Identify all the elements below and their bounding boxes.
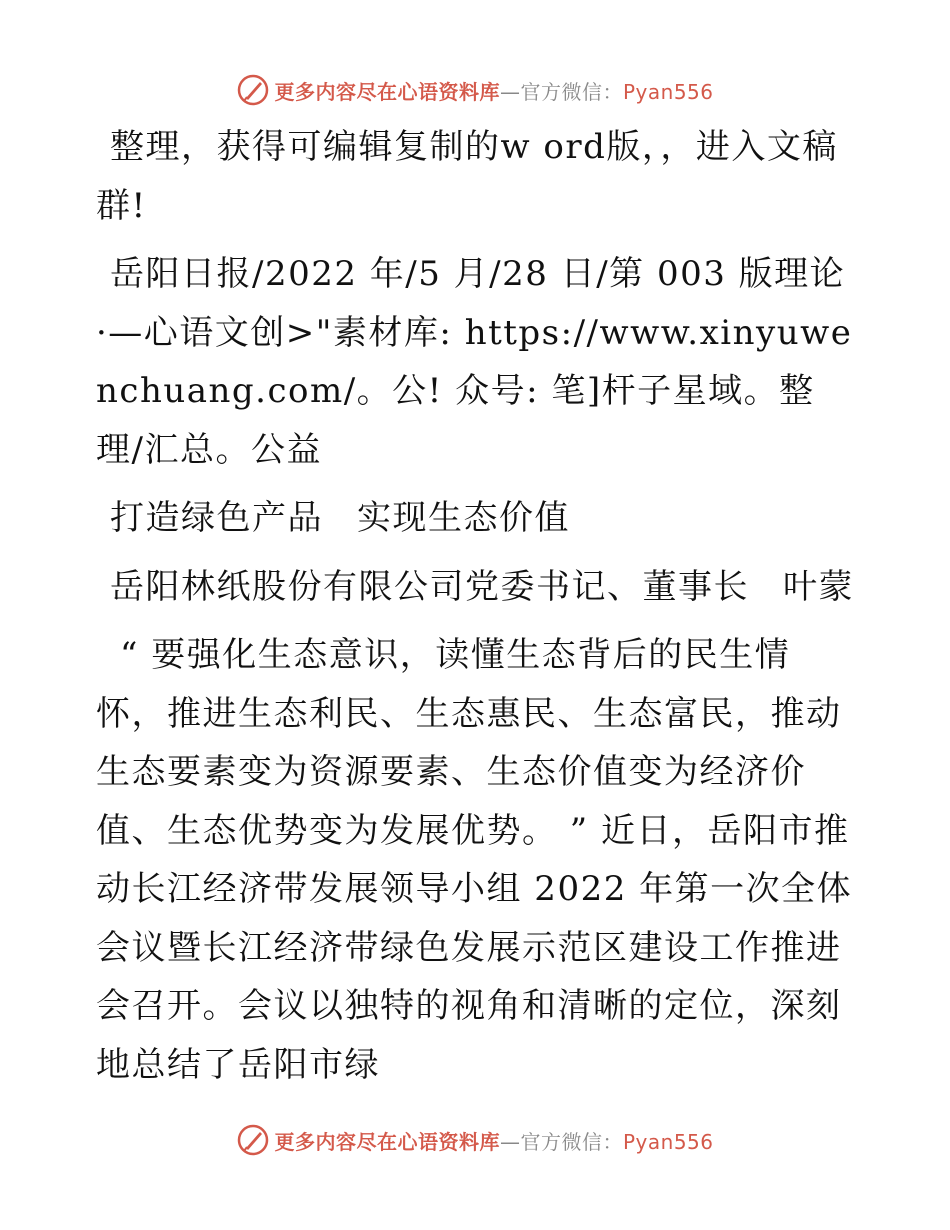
title-part-b: 实现生态价值 [357, 498, 570, 538]
watermark-lead: 更多内容尽在心语资料库 [274, 79, 500, 104]
watermark-text [274, 1126, 713, 1155]
article-title [96, 489, 856, 548]
watermark-wechat-label: 官方微信： [520, 1129, 623, 1154]
header-watermark-banner [0, 70, 950, 110]
quill-logo-icon [236, 73, 270, 107]
title-part-a: 打造绿色产品 [110, 498, 323, 538]
quill-logo-icon [236, 1123, 270, 1157]
intro-paragraph: 整理，获得可编辑复制的w ord版，，进入文稿群! [96, 127, 838, 226]
document-body [96, 118, 856, 1104]
watermark-dash: — [499, 1129, 521, 1154]
watermark-lead: 更多内容尽在心语资料库 [274, 1129, 500, 1154]
watermark-text [274, 76, 713, 105]
body-paragraph: “ 要强化生态意识，读懂生态背后的民生情怀，推进生态利民、生态惠民、生态富民，推动生态要素变为资源要素、生态价值变为经济价值、生态优势变为发展优势。 ” 近日，岳阳市推动长江经济带发展领导小组 2022 年第一次全体会议暨长江经济带绿色发展示范区建设工作推进会召开。会议以独特的视角和清晰的定位，深刻地总结了岳阳市绿 [96, 635, 853, 1085]
watermark-wechat-id: Pyan556 [622, 1129, 714, 1154]
article-author [96, 558, 856, 617]
footer-watermark-banner [0, 1120, 950, 1160]
source-paragraph: 岳阳日报/2022 年/5 月/28 日/第 003 版理论·—心语文创>"素材库: https://www.xinyuwenchuang.com/。公! 众号: 笔]杆子星域。整理/汇总。公益 [96, 254, 853, 470]
watermark-dash: — [499, 79, 521, 104]
watermark-wechat-id: Pyan556 [622, 79, 714, 104]
watermark-wechat-label: 官方微信： [520, 79, 623, 104]
author-title: 岳阳林纸股份有限公司党委书记、董事长 [110, 566, 749, 607]
author-name: 叶蒙 [783, 566, 854, 607]
